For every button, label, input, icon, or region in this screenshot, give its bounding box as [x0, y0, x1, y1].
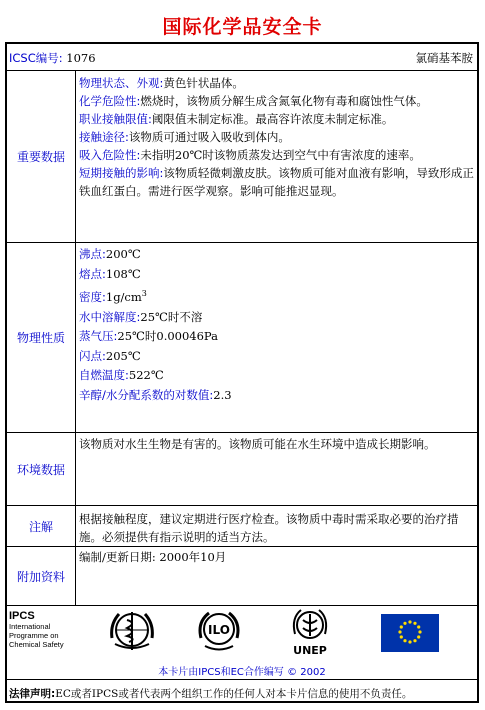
property-item: 沸点:200℃	[79, 247, 141, 261]
additional-text: 编制/更新日期: 2000年10月	[79, 550, 227, 564]
safety-card	[5, 42, 479, 703]
environment-text: 该物质对水生生物是有害的。该物质可能在水生环境中造成长期影响。	[79, 437, 436, 451]
column-divider	[75, 71, 76, 242]
divider	[7, 679, 477, 680]
section-label-physical: 物理性质	[16, 331, 65, 345]
important-item: 吸入危险性:未指明20℃时该物质蒸发达到空气中有害浓度的速率。	[79, 148, 421, 162]
legal-notice	[9, 686, 412, 701]
section-label-additional: 附加资料	[16, 569, 65, 584]
section-label-important: 重要数据	[16, 150, 65, 164]
property-item: 蒸气压:25℃时0.00046Pa	[79, 329, 219, 344]
ipcs-logo: IPCS International Programme on Chemical Safety	[9, 610, 64, 649]
important-item: 物理状态、外观:黄色针状晶体。	[79, 76, 244, 90]
eu-flag-icon	[381, 614, 439, 652]
svg-text:UNEP: UNEP	[293, 644, 327, 657]
column-divider	[75, 433, 76, 505]
legal-text: EC或者IPCS或者代表两个组织工作的任何人对本卡片信息的使用不负责任。	[55, 688, 413, 700]
card-title: 国际化学品安全卡	[162, 16, 323, 38]
column-divider	[75, 547, 76, 605]
section-label-environment: 环境数据	[16, 462, 65, 477]
svg-text:ILO: ILO	[208, 623, 230, 637]
physical-properties-content	[79, 245, 474, 406]
important-item: 职业接触限值:阈限值未制定标准。最高容许浓度未制定标准。	[79, 112, 394, 126]
divider	[7, 432, 477, 433]
section-label-notes: 注解	[28, 519, 53, 534]
property-item: 水中溶解度:25℃时不溶	[79, 309, 203, 324]
column-divider	[75, 243, 76, 432]
ilo-logo-icon	[195, 608, 243, 654]
property-item: 密度$:1g/cm^3$	[79, 289, 147, 305]
icsc-number	[9, 50, 96, 66]
legal-label: 法律声明:	[9, 688, 56, 700]
divider	[7, 70, 477, 71]
important-item: 短期接触的影响:该物质轻微刺激皮肤。该物质可能对血液有影响，导致形成正铁血红蛋白。需进行医学观察。影响可能推迟显现。	[79, 166, 474, 198]
important-item: 接触途径:该物质可通过吸入吸收到体内。	[79, 130, 290, 144]
notes-text: 根据接触程度，建议定期进行医疗检查。该物质中毒时需采取必要的治疗措施。必须提供有指示说明的适当方法。	[79, 512, 459, 544]
footer-logos	[7, 606, 477, 678]
header-row	[7, 44, 477, 70]
divider	[7, 242, 477, 243]
unep-logo-icon	[285, 606, 335, 662]
who-logo-icon	[107, 608, 157, 654]
icsc-label: ICSC编号:	[9, 51, 63, 65]
property-item: 闪点:205℃	[79, 348, 141, 363]
important-item: 化学危险性:燃烧时，该物质分解生成含氮氧化物有毒和腐蚀性气体。	[79, 94, 428, 108]
icsc-value: 1076	[66, 51, 96, 65]
column-divider	[75, 506, 76, 546]
property-item: 熔点:108℃	[79, 266, 141, 281]
important-data-content	[79, 74, 474, 200]
property-item: 自燃温度:522℃	[79, 368, 164, 383]
divider	[7, 546, 477, 547]
chemical-name: 氯硝基苯胺	[415, 51, 473, 65]
divider	[7, 505, 477, 506]
credit-line: 本卡片由IPCS和EC合作编写 © 2002	[158, 667, 326, 678]
property-item: 辛醇/水分配系数的对数值:2.3	[79, 387, 232, 402]
